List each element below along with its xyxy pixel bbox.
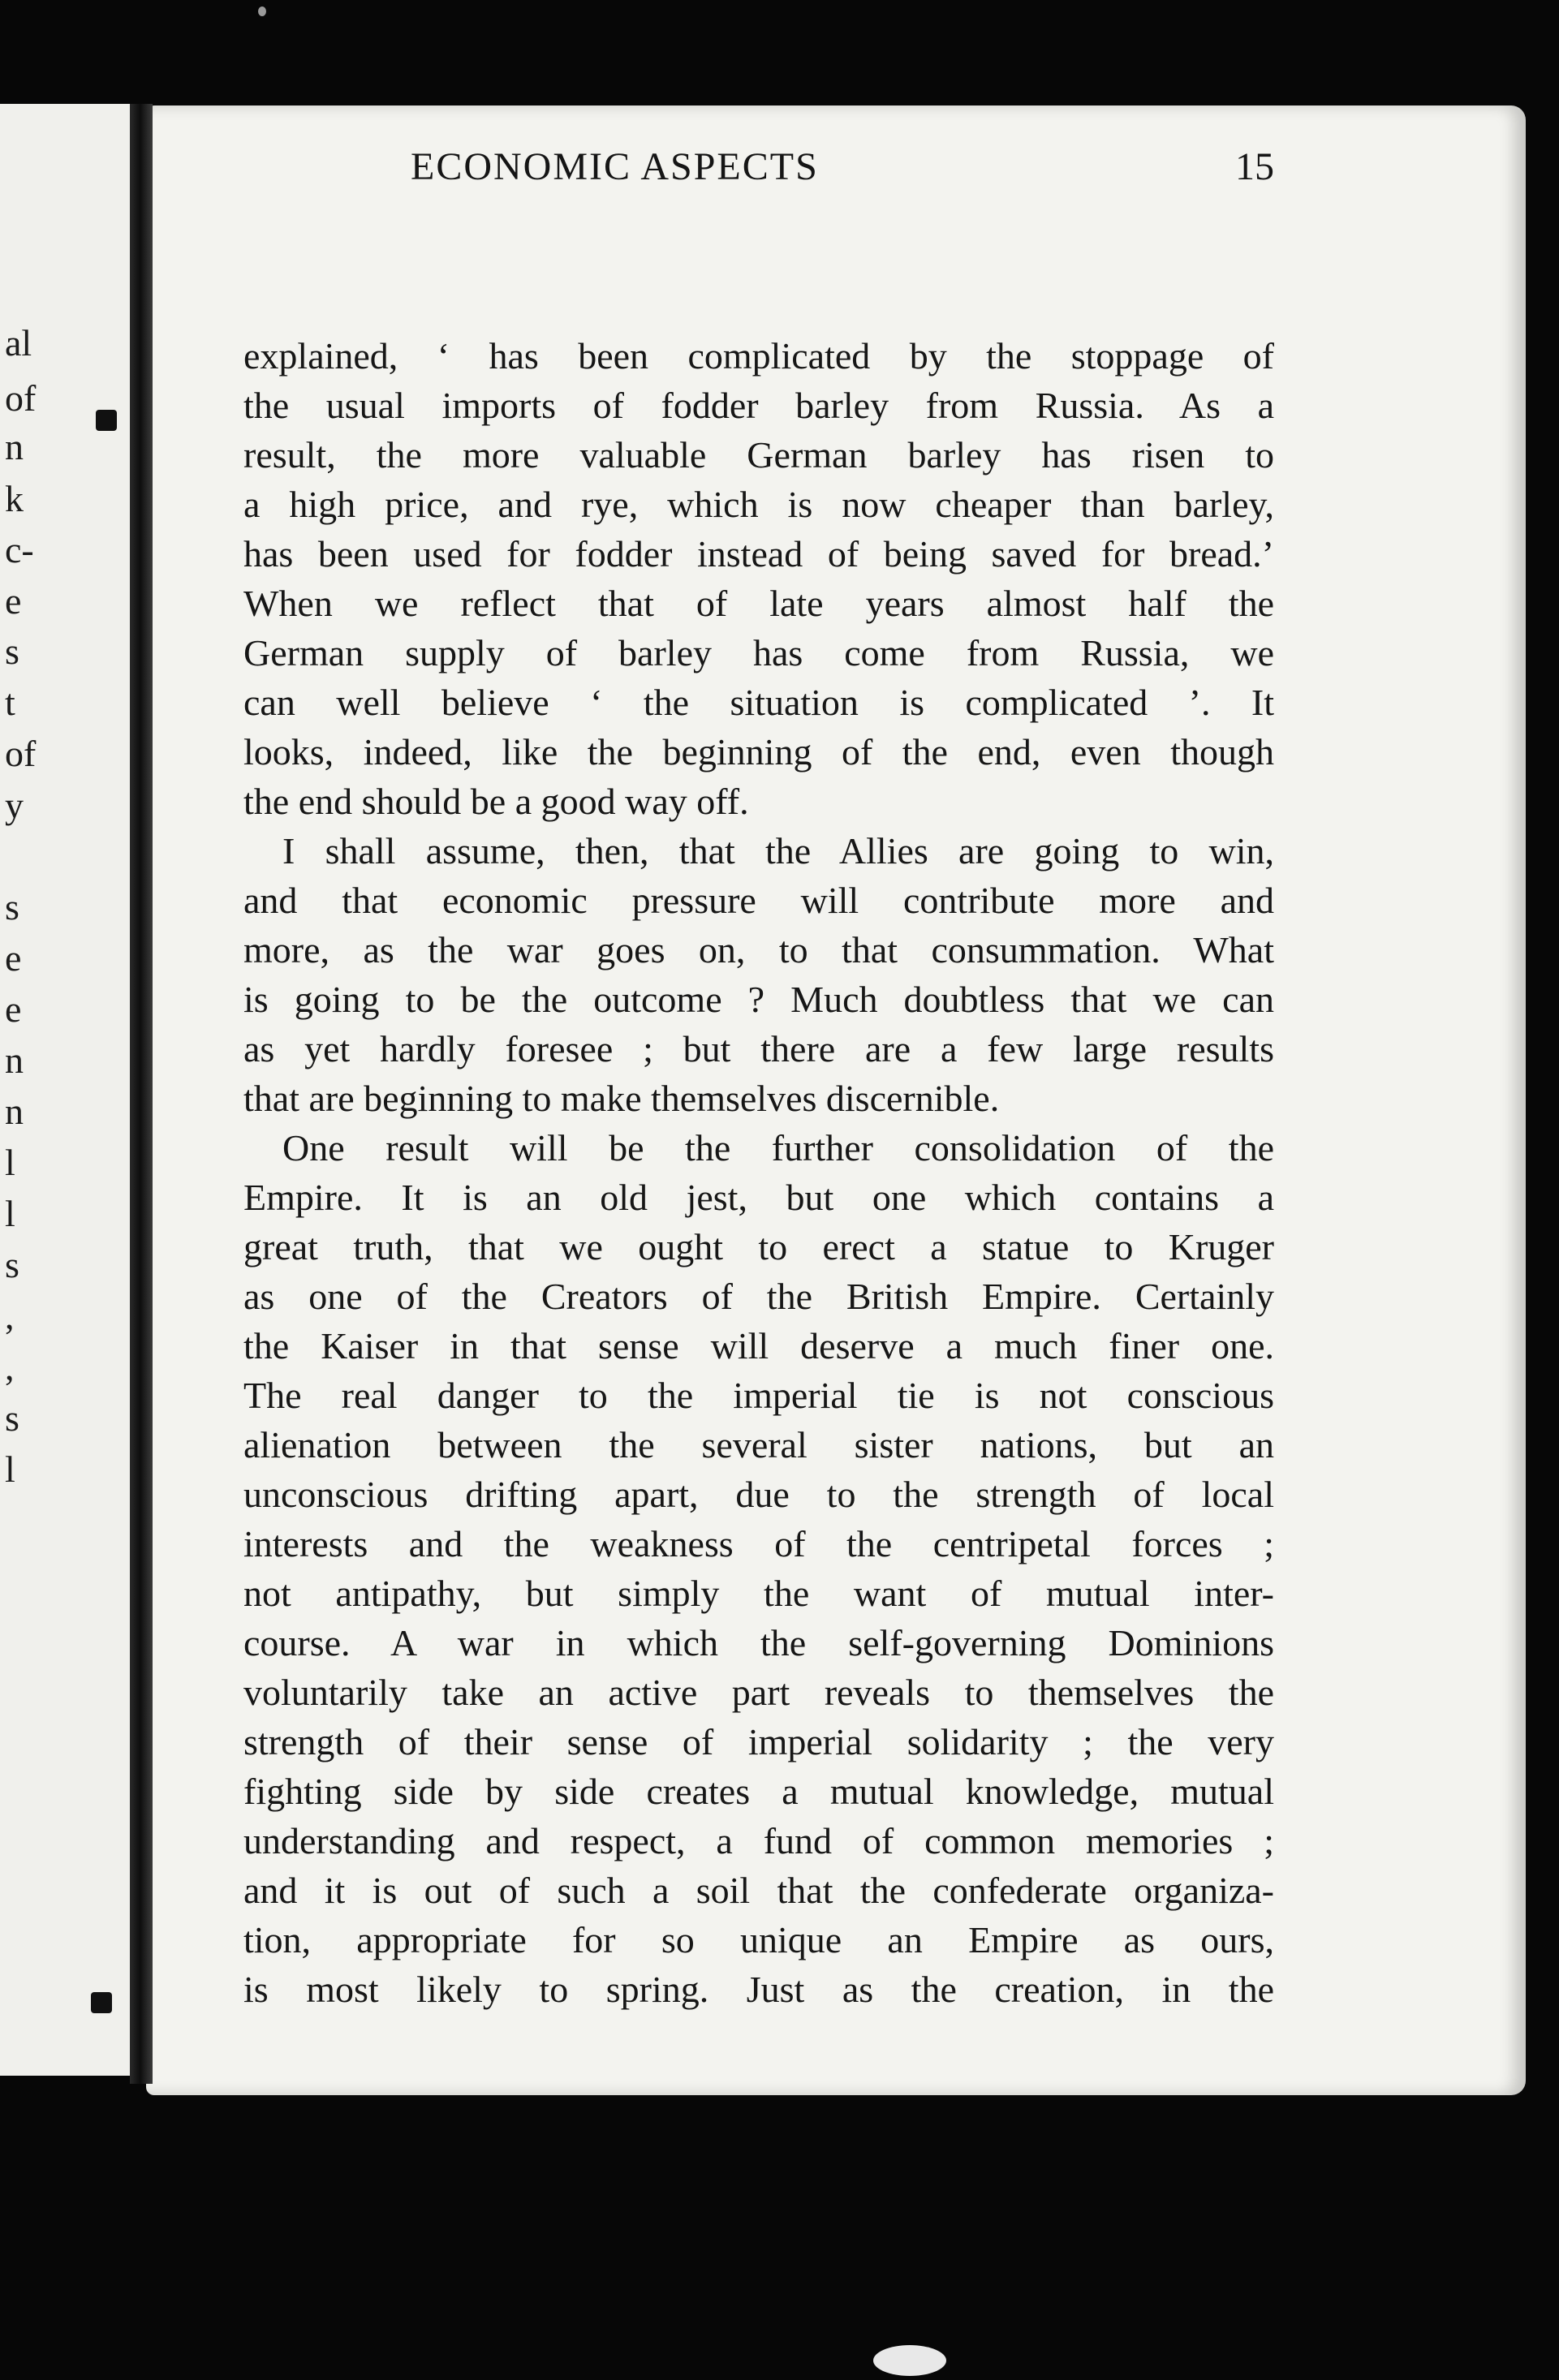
previous-page-fragment: c-	[5, 529, 34, 570]
text-line: as one of the Creators of the British Empire. Certainly	[243, 1276, 1274, 1317]
text-line: a high price, and rye, which is now cheaper than barley,	[243, 484, 1274, 525]
text-line: can well believe ‘ the situation is complicated ’. It	[243, 682, 1274, 723]
text-line: that are beginning to make themselves discernible.	[243, 1078, 1000, 1119]
text-line: voluntarily take an active part reveals to themselves the	[243, 1672, 1274, 1713]
previous-page-fragment: e	[5, 937, 22, 979]
text-line: strength of their sense of imperial solidarity ; the very	[243, 1721, 1274, 1762]
text-line: not antipathy, but simply the want of mutual inter-	[243, 1573, 1274, 1614]
text-line: alienation between the several sister nations, but an	[243, 1424, 1274, 1465]
scan-artifact	[873, 2345, 946, 2376]
text-line: Empire. It is an old jest, but one which contains a	[243, 1177, 1274, 1218]
text-line: interests and the weakness of the centripetal forces ;	[243, 1523, 1274, 1564]
previous-page-fragment: s	[5, 886, 19, 927]
text-line: looks, indeed, like the beginning of the end, even though	[243, 731, 1274, 773]
text-line: fighting side by side creates a mutual knowledge, mutual	[243, 1771, 1274, 1812]
text-line: tion, appropriate for so unique an Empire as ours,	[243, 1919, 1274, 1960]
binding-mark	[96, 410, 117, 431]
previous-page-fragment: s	[5, 1397, 19, 1439]
previous-page-fragment: of	[5, 377, 37, 419]
text-line: the Kaiser in that sense will deserve a much finer one.	[243, 1325, 1274, 1366]
previous-page-fragment: e	[5, 988, 22, 1030]
text-line: is most likely to spring. Just as the creation, in the	[243, 1969, 1274, 2010]
text-line: I shall assume, then, that the Allies are going to win,	[282, 830, 1274, 872]
text-line: more, as the war goes on, to that consummation. What	[243, 929, 1274, 971]
previous-page-fragment: ,	[5, 1295, 15, 1336]
previous-page-fragment: k	[5, 478, 24, 519]
previous-page-fragment: s	[5, 1244, 19, 1285]
text-line: as yet hardly foresee ; but there are a few large results	[243, 1028, 1274, 1069]
body-text	[243, 331, 1274, 2014]
text-line: understanding and respect, a fund of common memories ;	[243, 1820, 1274, 1861]
previous-page-fragment: n	[5, 426, 24, 467]
previous-page-fragment: of	[5, 733, 37, 774]
text-line: explained, ‘ has been complicated by the stoppage of	[243, 335, 1274, 377]
text-line: German supply of barley has come from Russia, we	[243, 632, 1274, 674]
previous-page-fragment: l	[5, 1142, 15, 1183]
text-line: One result will be the further consolidation of the	[282, 1127, 1274, 1168]
running-head: ECONOMIC ASPECTS	[411, 145, 819, 188]
text-line: has been used for fodder instead of being saved for bread.’	[243, 533, 1274, 575]
book-gutter	[130, 104, 153, 2084]
text-line: and that economic pressure will contribute more and	[243, 880, 1274, 921]
previous-page-fragment: y	[5, 785, 24, 826]
text-line: result, the more valuable German barley has risen to	[243, 434, 1274, 476]
text-line: When we reflect that of late years almost half the	[243, 583, 1274, 624]
dust-speck	[258, 6, 266, 16]
text-line: the usual imports of fodder barley from Russia. As a	[243, 385, 1274, 426]
text-line: The real danger to the imperial tie is not conscious	[243, 1375, 1274, 1416]
text-line: great truth, that we ought to erect a statue to Kruger	[243, 1226, 1274, 1267]
previous-page-fragment: t	[5, 682, 15, 723]
previous-page-fragment: e	[5, 580, 22, 622]
previous-page-fragment: n	[5, 1039, 24, 1081]
page-header	[411, 144, 1274, 201]
previous-page-fragment: n	[5, 1091, 24, 1132]
previous-page-fragment: ,	[5, 1346, 15, 1388]
text-line: unconscious drifting apart, due to the strength of local	[243, 1474, 1274, 1515]
text-line: the end should be a good way off.	[243, 781, 749, 822]
text-line: course. A war in which the self-governing Dominions	[243, 1622, 1274, 1663]
page-number: 15	[1235, 145, 1274, 188]
binding-mark	[91, 1992, 112, 2013]
text-line: is going to be the outcome ? Much doubtless that we can	[243, 979, 1274, 1020]
previous-page-fragment: l	[5, 1193, 15, 1234]
previous-page-fragment: s	[5, 631, 19, 672]
previous-page-fragment: l	[5, 1448, 15, 1490]
previous-page-fragment: al	[5, 322, 32, 364]
text-line: and it is out of such a soil that the confederate organiza-	[243, 1870, 1274, 1911]
